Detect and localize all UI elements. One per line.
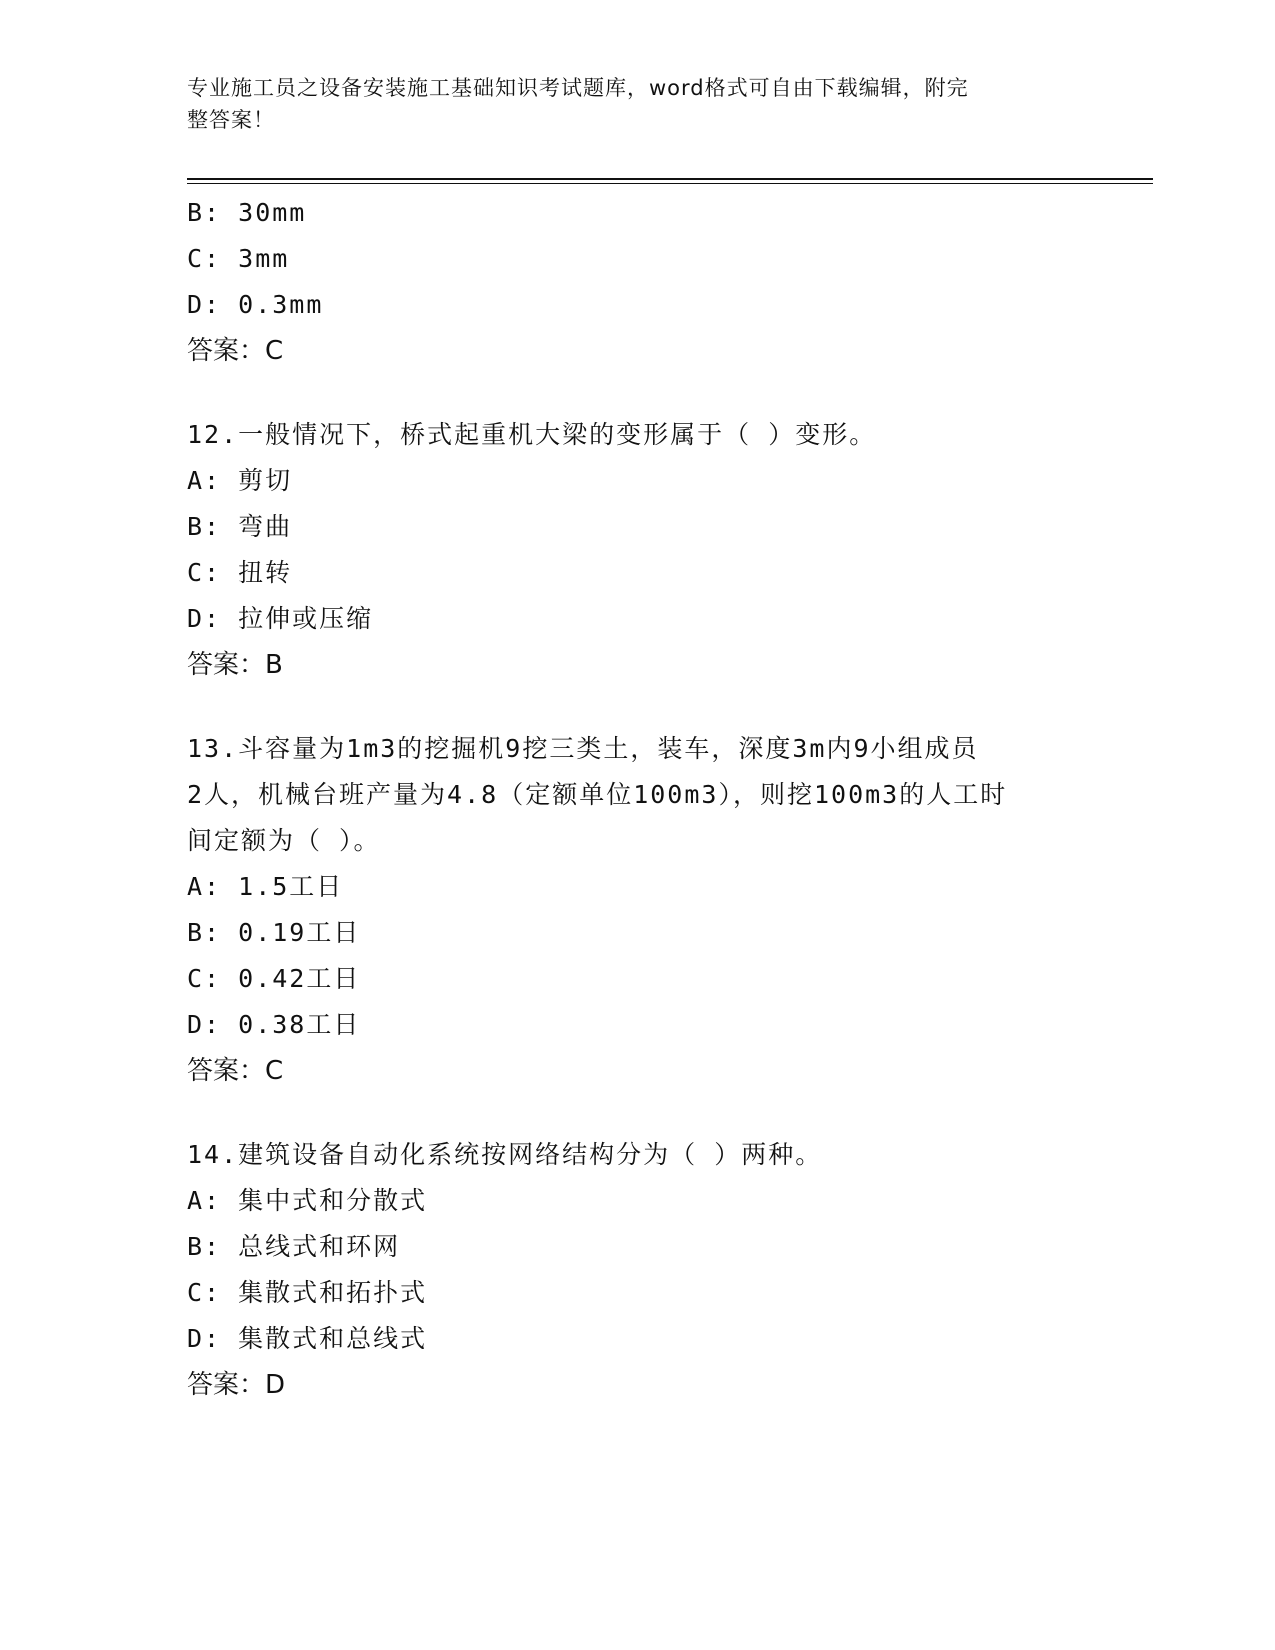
option-d: D: 0.3mm (187, 290, 324, 319)
spacer (187, 688, 1087, 726)
spacer (187, 374, 1087, 412)
answer-line: 答案：C (187, 1056, 284, 1086)
header-rule-thick (187, 178, 1153, 180)
answer-line: 答案：C (187, 336, 284, 366)
question-12 (187, 412, 1087, 688)
option-c: C: 扭转 (187, 558, 293, 587)
option-c: C: 0.42工日 (187, 964, 361, 993)
header-rule-thin (187, 183, 1153, 184)
option-b: B: 30mm (187, 198, 307, 227)
option-a: A: 集中式和分散式 (187, 1186, 428, 1215)
answer-line: 答案：D (187, 1370, 286, 1400)
header-line-1: 专业施工员之设备安装施工基础知识考试题库，word格式可自由下载编辑，附完 (187, 76, 969, 100)
question-text: 12.一般情况下，桥式起重机大梁的变形属于（ ）变形。 (187, 420, 877, 449)
option-d: D: 集散式和总线式 (187, 1324, 428, 1353)
option-b: B: 0.19工日 (187, 918, 361, 947)
option-b: B: 弯曲 (187, 512, 293, 541)
option-c: C: 集散式和拓扑式 (187, 1278, 428, 1307)
option-c: C: 3mm (187, 244, 290, 273)
option-a: A: 剪切 (187, 466, 293, 495)
spacer (187, 1094, 1087, 1132)
option-d: D: 0.38工日 (187, 1010, 361, 1039)
header-line-2: 整答案！ (187, 108, 275, 132)
question-11 (187, 190, 1087, 374)
option-a: A: 1.5工日 (187, 872, 344, 901)
option-d: D: 拉伸或压缩 (187, 604, 374, 633)
document-header (187, 72, 1067, 136)
question-13 (187, 726, 1087, 1094)
question-text-line-2: 2人，机械台班产量为4.8（定额单位100m3），则挖100m3的人工时 (187, 780, 1008, 809)
question-text-line-3: 间定额为（ ）。 (187, 826, 381, 855)
answer-line: 答案：B (187, 650, 283, 680)
question-text-line-1: 13.斗容量为1m3的挖掘机9挖三类土，装车，深度3m内9小组成员 (187, 734, 979, 763)
question-list (187, 190, 1087, 1408)
option-b: B: 总线式和环网 (187, 1232, 401, 1261)
question-text: 14.建筑设备自动化系统按网络结构分为（ ）两种。 (187, 1140, 823, 1169)
question-14 (187, 1132, 1087, 1408)
